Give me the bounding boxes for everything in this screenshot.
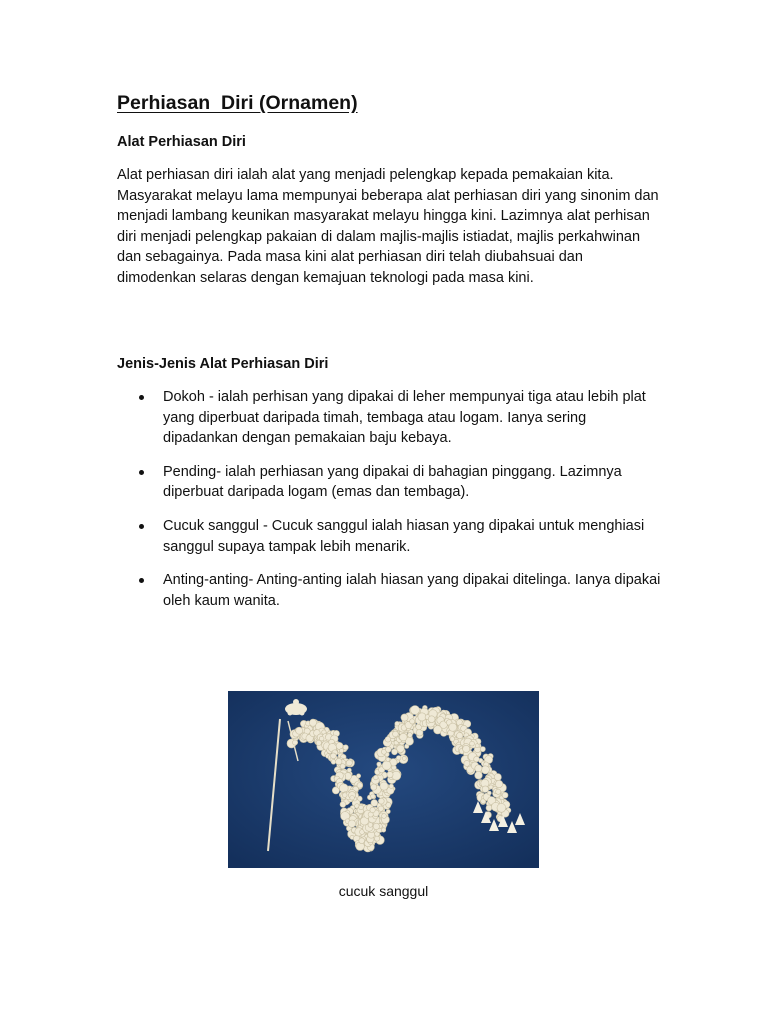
list-item-text: Pending- ialah perhiasan yang dipakai di bahagian pinggang. Lazimnya diperbuat daripada logam (emas dan tembaga). (163, 463, 622, 501)
list-item-dokoh (117, 387, 662, 449)
intro-paragraph: Alat perhiasan diri ialah alat yang menjadi pelengkap kepada pemakaian kita. Masyarakat melayu lama mempunyai beberapa alat perhiasan diri yang sinonim dan menjadi lambang keunikan masyarakat melayu hingga kini. Lazimnya alat perhisan diri menjadi pelengkap pakaian di dalam majlis-majlis istiadat, majlis perkahwinan dan sebagainya. Pada masa kini alat perhiasan diri telah diubahsuai dan dimodenkan selaras dengan kemajuan teknologi pada masa kini. (117, 167, 659, 286)
section-heading-jenis: Jenis-Jenis Alat Perhiasan Diri (117, 356, 329, 372)
hair-ornament-illustration (228, 691, 539, 868)
list-item-pending (117, 462, 662, 503)
section-heading-alat-perhiasan: Alat Perhiasan Diri (117, 134, 246, 150)
list-item-text: Dokoh - ialah perhisan yang dipakai di leher mempunyai tiga atau lebih plat yang diperbuat daripada timah, tembaga atau logam. Ianya sering dipadankan dengan pemakaian baju kebaya. (163, 389, 646, 447)
bullet-icon (139, 524, 144, 529)
list-item-cucuk-sanggul (117, 516, 662, 557)
page-title: Perhiasan Diri (Ornamen) (117, 92, 358, 114)
image-caption: cucuk sanggul (338, 883, 429, 899)
list-item-text: Anting-anting- Anting-anting ialah hiasan yang dipakai ditelinga. Ianya dipakai oleh kaum wanita. (163, 572, 661, 609)
bullet-icon (139, 470, 144, 475)
bullet-icon (139, 395, 144, 400)
ornament-types-list (117, 387, 662, 624)
cucuk-sanggul-photo (228, 691, 539, 868)
list-item-text: Cucuk sanggul - Cucuk sanggul ialah hiasan yang dipakai untuk menghiasi sanggul supaya tampak lebih menarik. (163, 517, 645, 555)
bullet-icon (139, 578, 144, 583)
list-item-anting-anting (117, 570, 662, 611)
